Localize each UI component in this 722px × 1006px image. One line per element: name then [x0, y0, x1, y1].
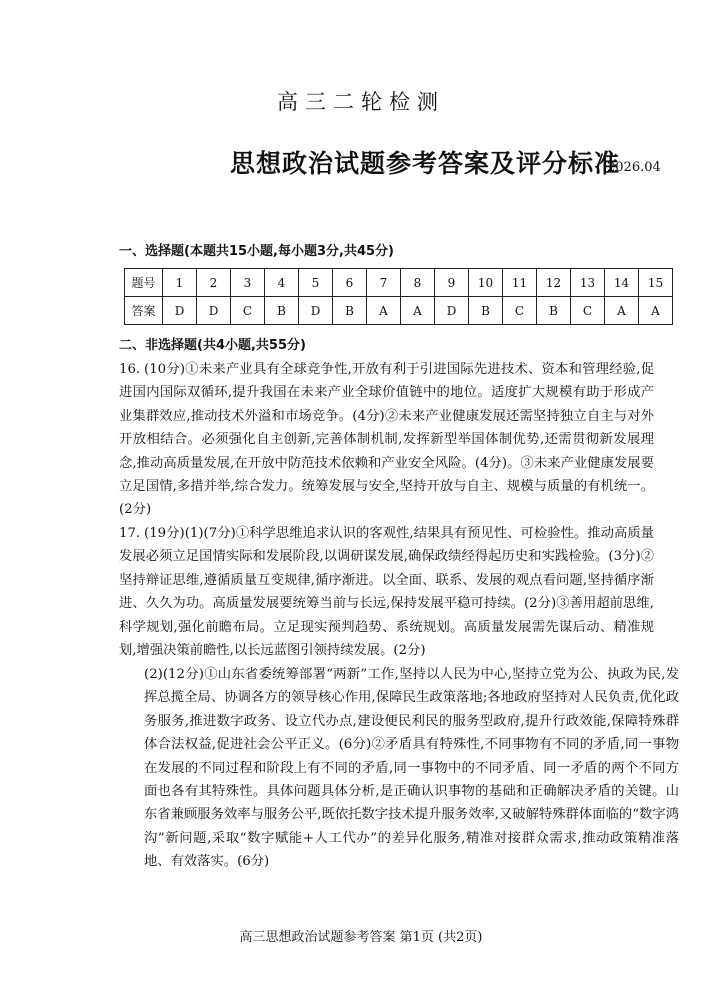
answer-text: (19分)(1)(7分)①科学思维追求认识的客观性,结果具有预见性、可检验性。推动高质量发展必须立足国情实际和发展阶段,以调研谋发展,确保政绩经得起历史和实践检验。(3分)②坚持辩证思维,遵循质量互变规律,循序渐进。以全面、联系、发展的观点看问题,坚持循序渐进、久久为功。高质量发展要统筹当前与长远,保持发展平稳可持续。(2分)③善用超前思维,科学规划,强化前瞻布局。立足现实预判趋势、系统规划。高质量发展需先谋后动、精准规划,增强决策前瞻性,以长远蓝图引领持续发展。(2分)	[119, 526, 654, 659]
question-16-answer	[119, 358, 654, 522]
question-number: 2	[197, 269, 231, 297]
question-number: 1	[163, 269, 197, 297]
question-17-part-1-answer	[119, 522, 654, 662]
question-number: 15	[639, 269, 673, 297]
answer-cell: A	[605, 297, 639, 325]
question-number: 4	[265, 269, 299, 297]
answer-cell: C	[231, 297, 265, 325]
question-number: 5	[299, 269, 333, 297]
answer-table-answer-row	[125, 297, 673, 325]
answer-cell: C	[503, 297, 537, 325]
question-number: 11	[503, 269, 537, 297]
page-footer: 高三思想政治试题参考答案 第1页 (共2页)	[239, 930, 483, 945]
answer-table	[124, 268, 673, 325]
question-number: 3	[231, 269, 265, 297]
question-number-label: 16.	[119, 362, 141, 377]
question-number: 7	[367, 269, 401, 297]
answer-text: (2)(12分)①山东省委统筹部署“两新”工作,坚持以人民为中心,坚持立党为公、执政为民,发挥总揽全局、协调各方的领导核心作用,保障民生政策落地;各地政府坚持对人民负责,优化政务服务,推进数字政务、设立代办点,建设便民利民的服务型政府,提升行政效能,保障特殊群体合法权益,促进社会公平正义。(6分)②矛盾具有特殊性,不同事物有不同的矛盾,同一事物在发展的不同过程和阶段上有不同的矛盾,同一事物中的不同矛盾、同一矛盾的两个不同方面也各有其特殊性。具体问题具体分析,是正确认识事物的基础和正确解决矛盾的关键。山东省兼顾服务效率与服务公平,既依托数字技术提升服务效率,又破解特殊群体面临的“数字鸿沟”新问题,采取“数字赋能+人工代办”的差异化服务,精准对接群众需求,推动政策精准落地、有效落实。(6分)	[144, 667, 679, 870]
document-subtitle: 思想政治试题参考答案及评分标准	[230, 149, 621, 178]
document-date: 2026.04	[607, 160, 661, 175]
section-1-heading: 一、选择题(本题共15小题,每小题3分,共45分)	[119, 244, 394, 259]
answer-cell: C	[571, 297, 605, 325]
question-number: 10	[469, 269, 503, 297]
answer-text: (10分)①未来产业具有全球竞争性,开放有利于引进国际先进技术、资本和管理经验,促进国内国际双循环,提升我国在未来产业全球价值链中的地位。适度扩大规模有助于形成产业集群效应,推动技术外溢和市场竞争。(4分)②未来产业健康发展还需坚持独立自主与对外开放相结合。必须强化自主创新,完善体制机制,发挥新型举国体制优势,还需贯彻新发展理念,推动高质量发展,在开放中防范技术依赖和产业安全风险。(4分)。③未来产业健康发展要立足国情,多措并举,综合发力。统筹发展与安全,坚持开放与自主、规模与质量的有机统一。(2分)	[119, 362, 654, 518]
answer-cell: A	[401, 297, 435, 325]
answer-cell: B	[265, 297, 299, 325]
answer-cell: A	[639, 297, 673, 325]
question-number: 12	[537, 269, 571, 297]
question-number: 8	[401, 269, 435, 297]
question-number-label: 17.	[119, 526, 141, 541]
answer-cell: A	[367, 297, 401, 325]
answer-cell: D	[163, 297, 197, 325]
question-number: 9	[435, 269, 469, 297]
answer-cell: B	[469, 297, 503, 325]
answer-table-number-row	[125, 269, 673, 297]
answer-cell: D	[197, 297, 231, 325]
row-label-answer: 答案	[125, 297, 163, 325]
page-title: 高三二轮检测	[277, 90, 445, 114]
question-number: 13	[571, 269, 605, 297]
answer-cell: D	[299, 297, 333, 325]
question-number: 6	[333, 269, 367, 297]
answer-cell: B	[333, 297, 367, 325]
answer-cell: D	[435, 297, 469, 325]
question-17-part-2-answer	[119, 663, 679, 874]
question-number: 14	[605, 269, 639, 297]
row-label-number: 题号	[125, 269, 163, 297]
section-2-heading: 二、非选择题(共4小题,共55分)	[119, 338, 306, 353]
answer-cell: B	[537, 297, 571, 325]
